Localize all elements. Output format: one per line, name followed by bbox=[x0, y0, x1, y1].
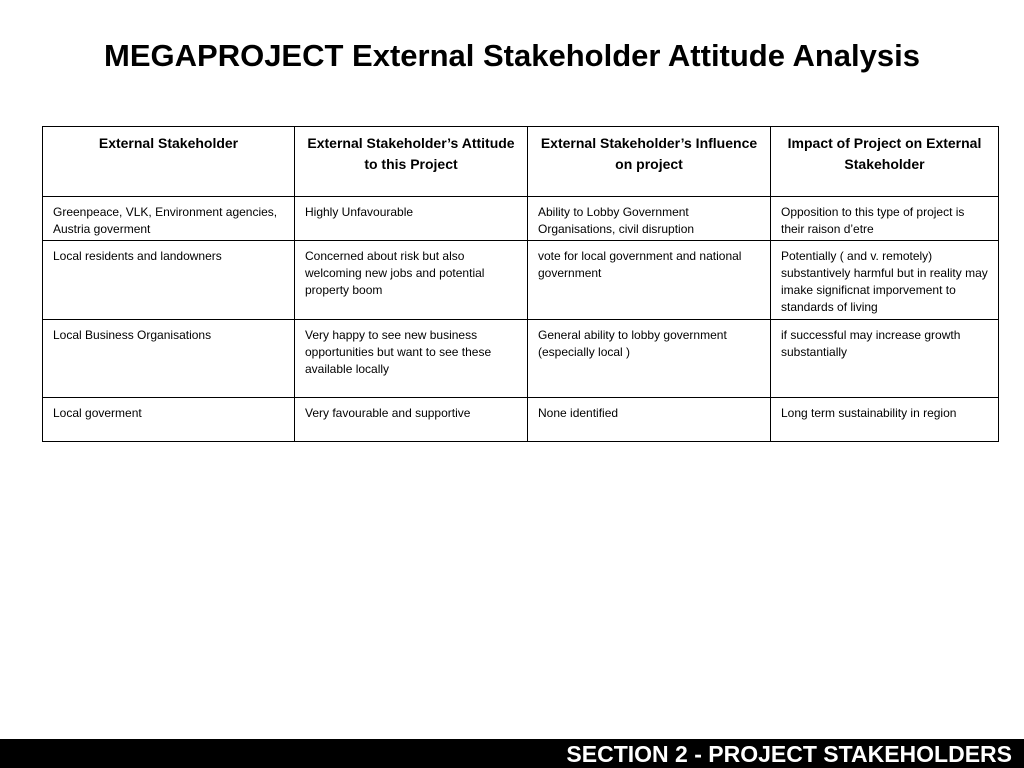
cell-stakeholder: Greenpeace, VLK, Environment agencies, Austria goverment bbox=[43, 197, 295, 241]
header-external-stakeholder: External Stakeholder bbox=[43, 127, 295, 197]
table-row bbox=[43, 320, 999, 398]
stakeholder-table-container bbox=[42, 126, 998, 442]
cell-stakeholder: Local goverment bbox=[43, 398, 295, 442]
cell-impact: Potentially ( and v. remotely) substantively harmful but in reality may imake significnat imporvement to standards of living bbox=[771, 241, 999, 320]
table-header-row bbox=[43, 127, 999, 197]
cell-impact: Long term sustainability in region bbox=[771, 398, 999, 442]
header-influence: External Stakeholder’s Influence on project bbox=[528, 127, 771, 197]
cell-attitude: Very favourable and supportive bbox=[295, 398, 528, 442]
cell-impact: Opposition to this type of project is their raison d’etre bbox=[771, 197, 999, 241]
cell-stakeholder: Local residents and landowners bbox=[43, 241, 295, 320]
cell-stakeholder: Local Business Organisations bbox=[43, 320, 295, 398]
cell-influence: General ability to lobby government (especially local ) bbox=[528, 320, 771, 398]
table-row bbox=[43, 241, 999, 320]
slide-title: MEGAPROJECT External Stakeholder Attitude Analysis bbox=[104, 38, 920, 73]
table-row bbox=[43, 398, 999, 442]
footer-bar bbox=[0, 739, 1024, 768]
footer-section-label: SECTION 2 - PROJECT STAKEHOLDERS bbox=[566, 741, 1012, 767]
cell-attitude: Very happy to see new business opportunities but want to see these available locally bbox=[295, 320, 528, 398]
header-attitude: External Stakeholder’s Attitude to this Project bbox=[295, 127, 528, 197]
stakeholder-table bbox=[42, 126, 999, 442]
cell-influence: Ability to Lobby Government Organisations, civil disruption bbox=[528, 197, 771, 241]
cell-impact: if successful may increase growth substantially bbox=[771, 320, 999, 398]
cell-influence: vote for local government and national government bbox=[528, 241, 771, 320]
cell-attitude: Concerned about risk but also welcoming new jobs and potential property boom bbox=[295, 241, 528, 320]
cell-attitude: Highly Unfavourable bbox=[295, 197, 528, 241]
table-row bbox=[43, 197, 999, 241]
header-impact: Impact of Project on External Stakeholder bbox=[771, 127, 999, 197]
cell-influence: None identified bbox=[528, 398, 771, 442]
